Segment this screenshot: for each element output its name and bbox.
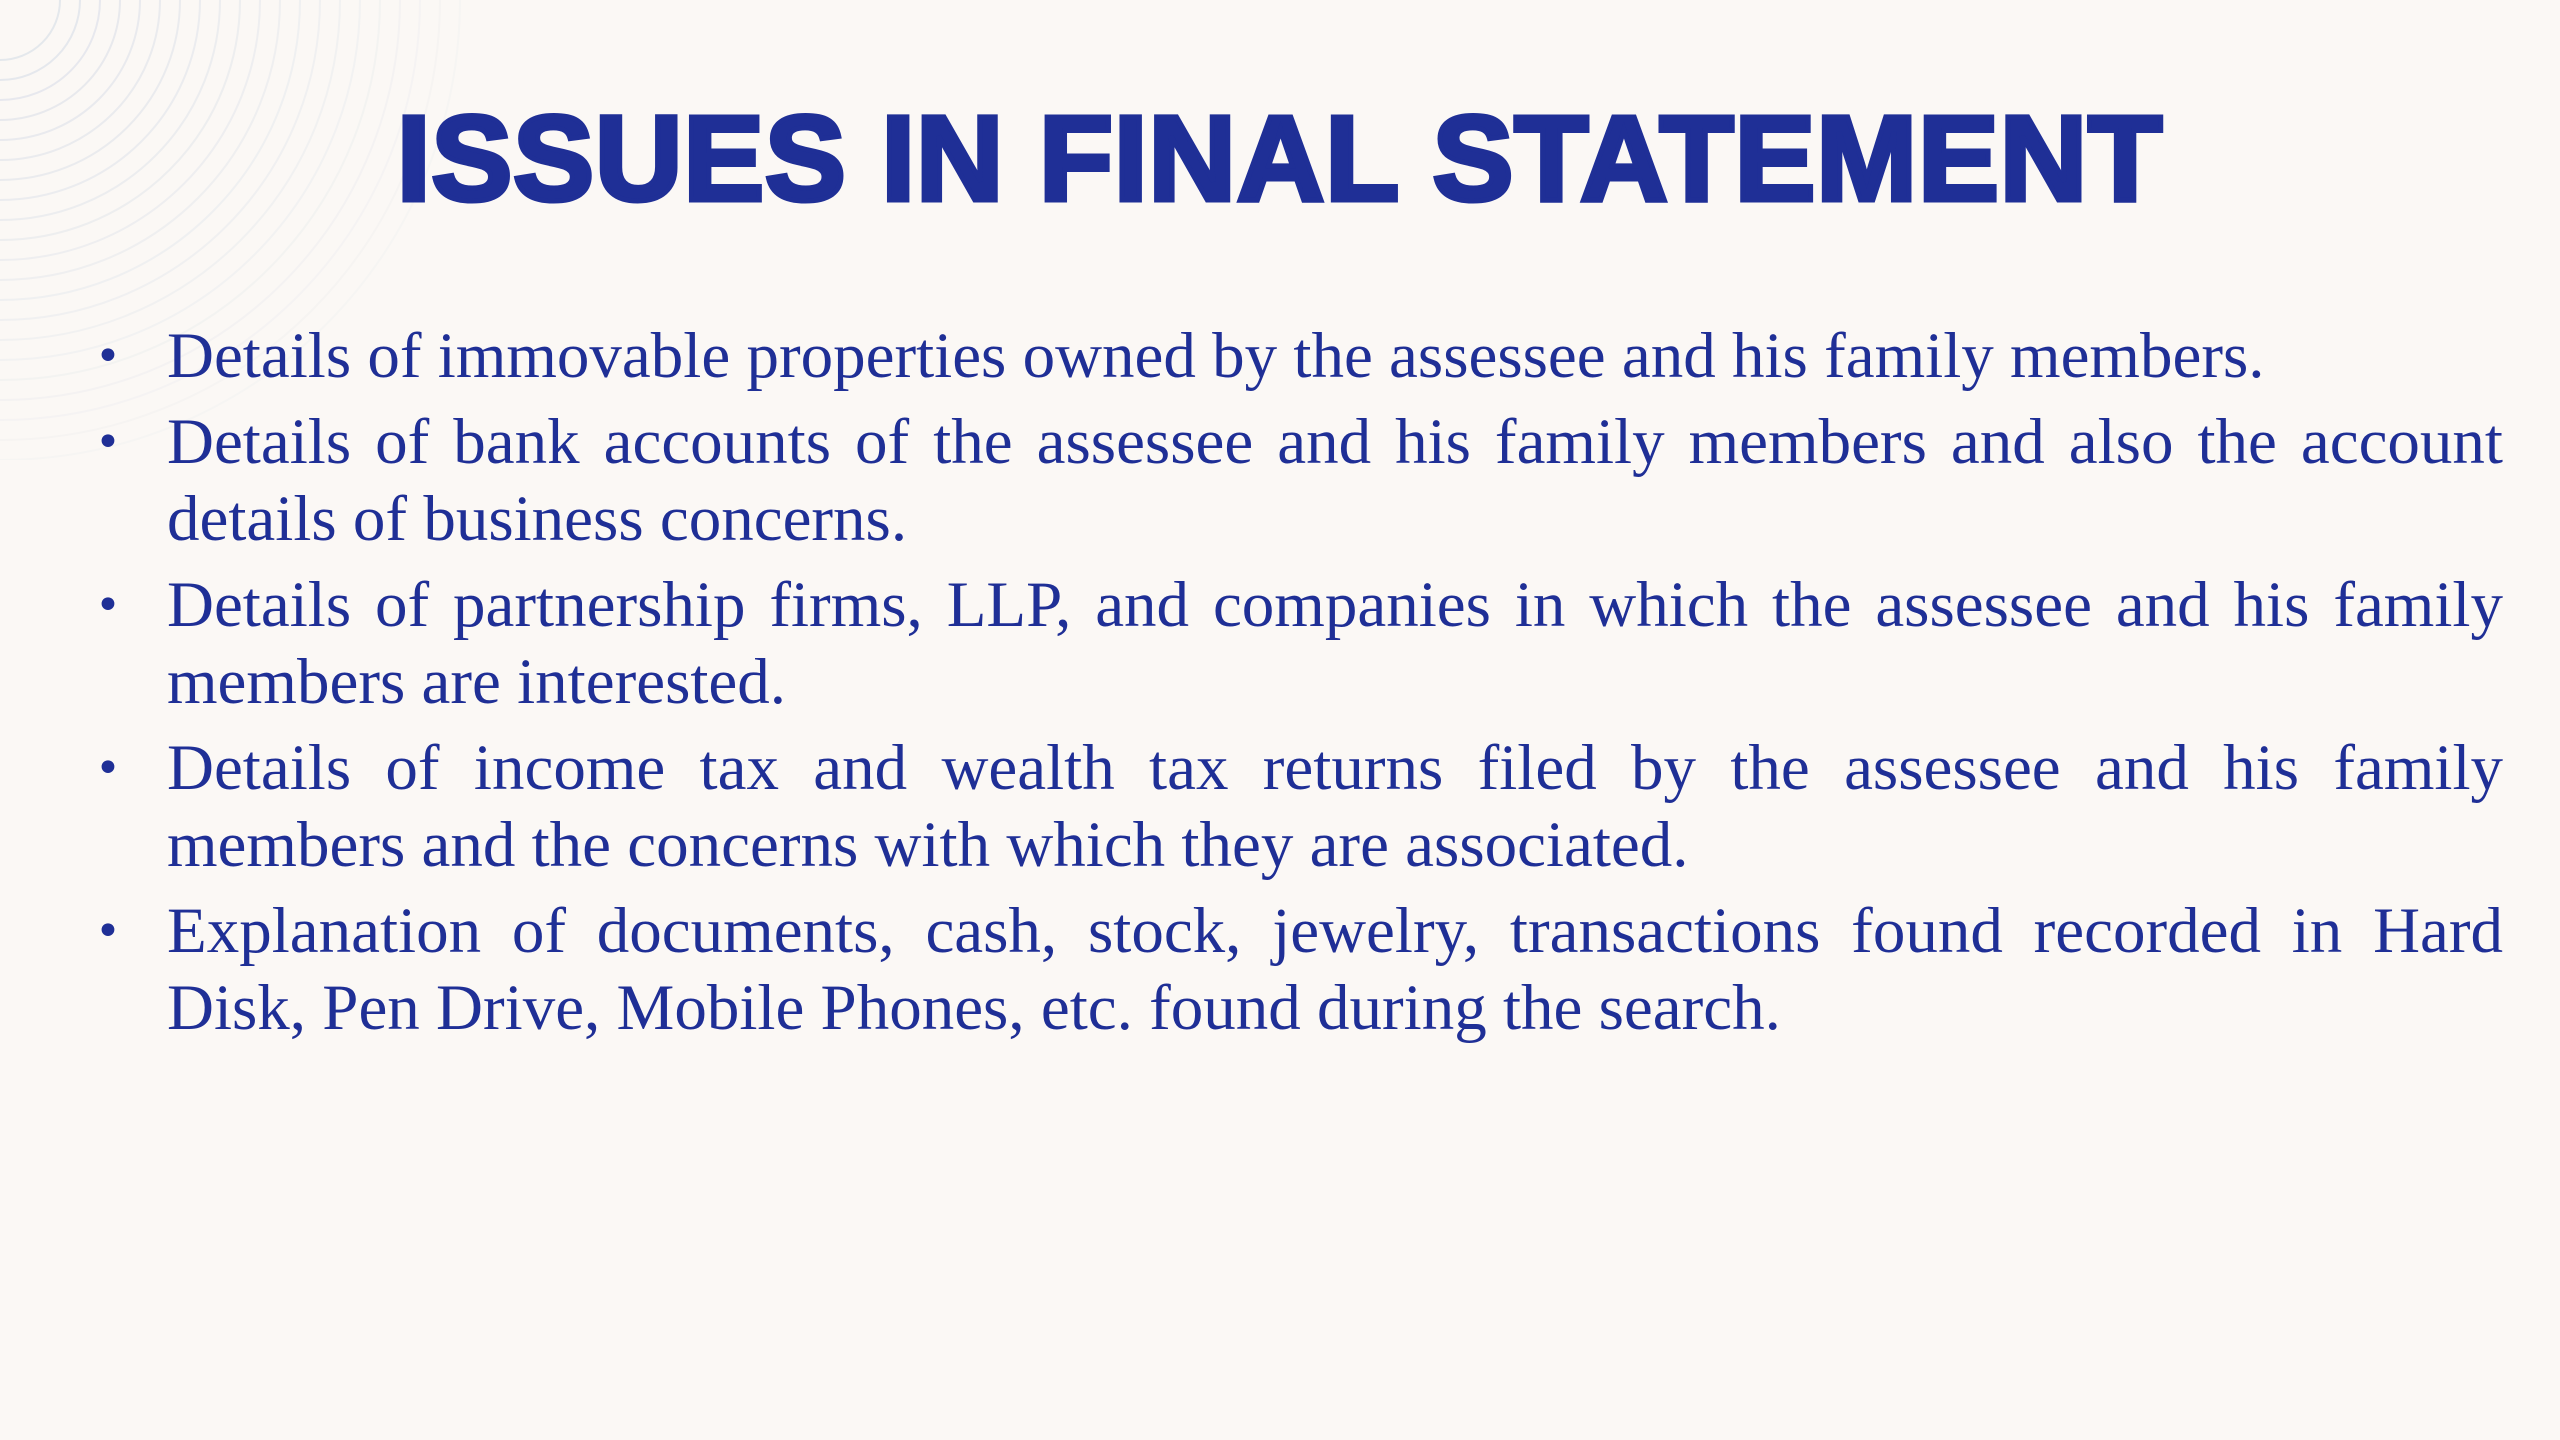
bullet-dot-icon: •: [95, 580, 121, 631]
bullet-text: Explanation of documents, cash, stock, jewelry, transactions found recorded in Hard Disk, Pen Drive, Mobile Phones, etc. found during the search.: [167, 895, 2503, 1044]
bullet-list: [0, 318, 2560, 1056]
bullet-text: Details of bank accounts of the assessee and his family members and also the account details of business concerns.: [167, 406, 2503, 555]
bullet-item: [0, 404, 2560, 558]
bullet-dot-icon: •: [95, 743, 121, 794]
bullet-item: [0, 567, 2560, 721]
bullet-item: [0, 730, 2560, 884]
bullet-text: Details of income tax and wealth tax returns filed by the assessee and his family members and the concerns with which they are associated.: [167, 732, 2503, 881]
bullet-dot-icon: •: [95, 906, 121, 957]
bullet-text: Details of partnership firms, LLP, and companies in which the assessee and his family members are interested.: [167, 569, 2503, 718]
bullet-item: [0, 893, 2560, 1047]
decoration-arc: [0, 0, 60, 60]
bullet-item: [0, 318, 2560, 395]
bullet-text: Details of immovable properties owned by the assessee and his family members.: [167, 320, 2265, 392]
decoration-arc: [0, 0, 80, 80]
bullet-dot-icon: •: [95, 417, 121, 468]
slide-title: ISSUES IN FINAL STATEMENT: [396, 90, 2164, 226]
bullet-dot-icon: •: [95, 331, 121, 382]
